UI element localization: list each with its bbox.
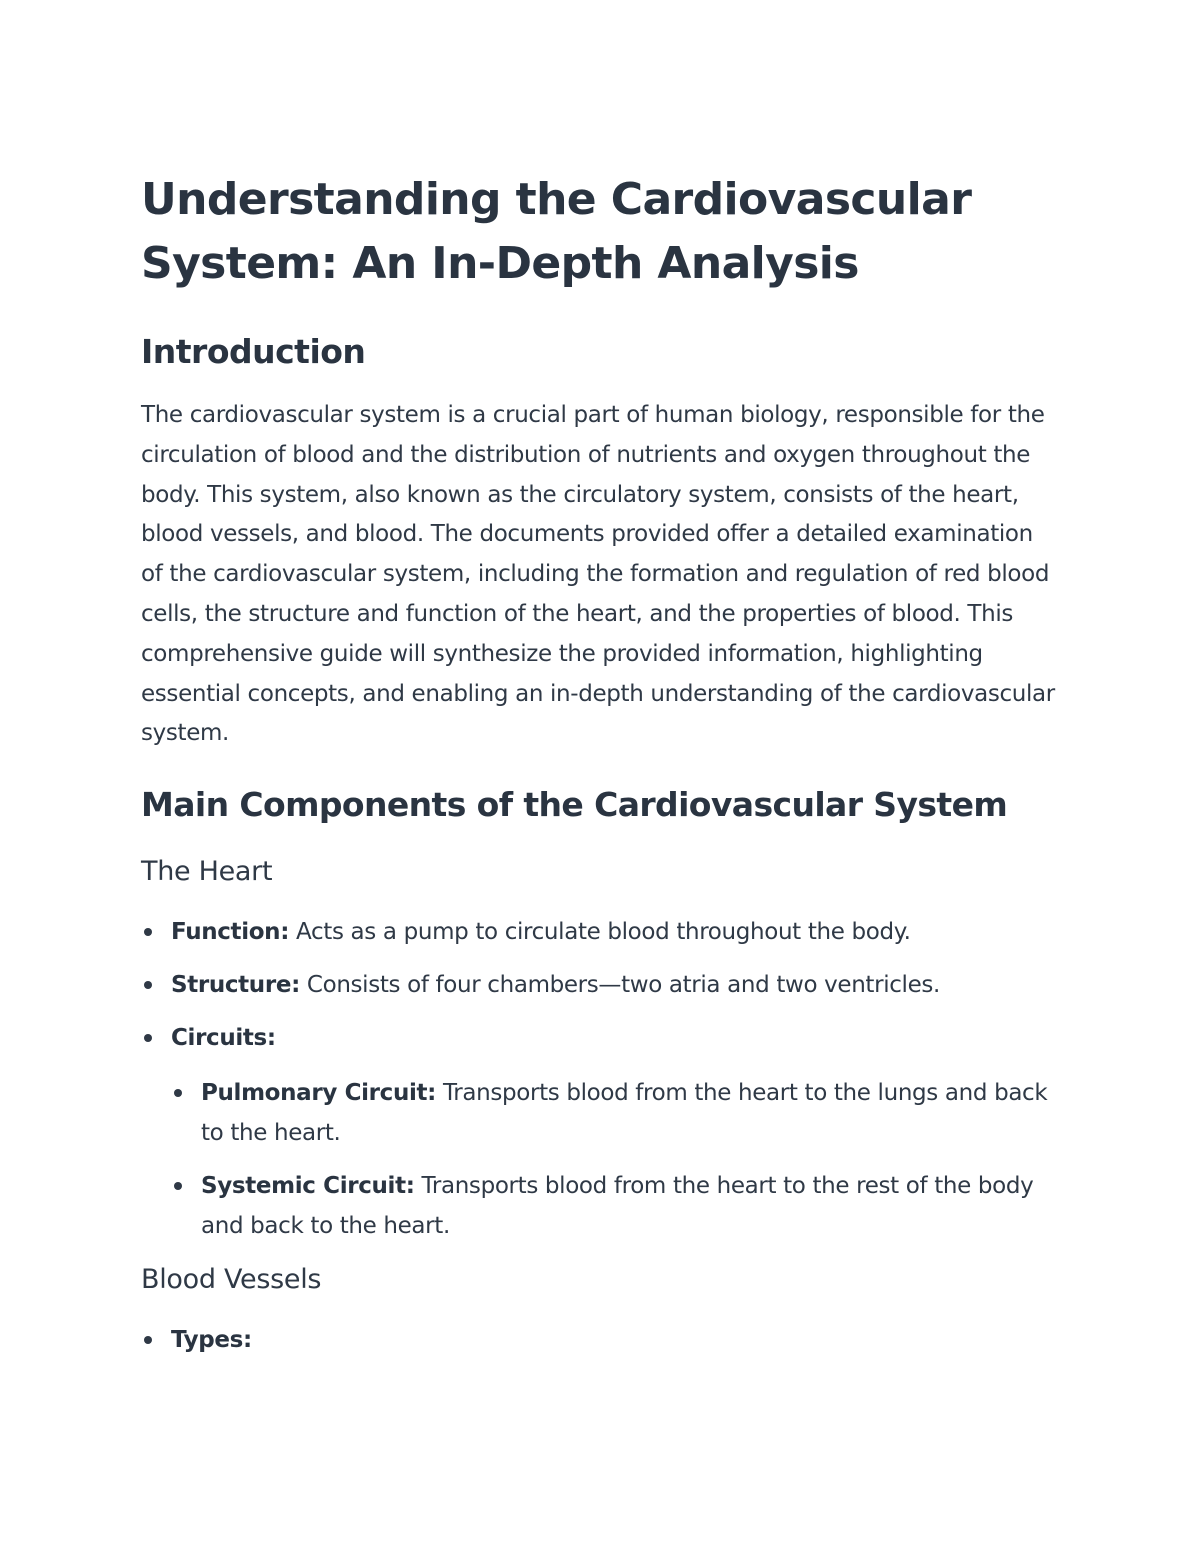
bullet-icon (174, 1182, 182, 1190)
main-components-heading: Main Components of the Cardiovascular System (141, 785, 1008, 825)
blood-vessels-list (141, 1320, 1061, 1360)
blood-vessels-heading: Blood Vessels (141, 1264, 322, 1296)
document-page (141, 168, 1061, 1360)
item-label: Circuits: (171, 1025, 276, 1052)
bullet-icon (144, 928, 152, 936)
bullet-icon (144, 1336, 152, 1344)
bullet-icon (144, 981, 152, 989)
item-text: Consists of four chambers—two atria and two ventricles. (299, 972, 940, 999)
heart-heading: The Heart (141, 856, 273, 888)
item-label: Pulmonary Circuit: (201, 1080, 437, 1107)
item-label: Systemic Circuit: (201, 1173, 415, 1200)
introduction-heading: Introduction (141, 332, 366, 371)
list-item-function (141, 912, 1061, 952)
circuits-sublist (171, 1073, 1061, 1246)
heart-list (141, 912, 1061, 1246)
introduction-paragraph: The cardiovascular system is a crucial part of human biology, responsible for the circulation of blood and the distribution of nutrients and oxygen throughout the body. This system, also known as the circulatory system, consists of the heart, blood vessels, and blood. The documents provided offer a detailed examination of the cardiovascular system, including the formation and regulation of red blood cells, the structure and function of the heart, and the properties of blood. This comprehensive guide will synthesize the provided information, highlighting essential concepts, and enabling an in-depth understanding of the cardiovascular system. (141, 402, 1055, 747)
item-label: Function: (171, 919, 290, 946)
item-label: Types: (171, 1327, 252, 1354)
bullet-icon (144, 1034, 152, 1042)
item-label: Structure: (171, 972, 300, 999)
list-item-structure (141, 965, 1061, 1005)
item-text: Transports blood from the heart to the rest of the body and back to the heart. (201, 1173, 1034, 1240)
list-item-types (141, 1320, 1061, 1360)
list-item-circuits (141, 1018, 1061, 1246)
item-text: Acts as a pump to circulate blood throughout the body. (289, 919, 911, 946)
document-title: Understanding the Cardiovascular System: An In-Depth Analysis (141, 174, 972, 289)
bullet-icon (174, 1089, 182, 1097)
item-text: Transports blood from the heart to the lungs and back to the heart. (201, 1080, 1048, 1147)
list-item-pulmonary-circuit (171, 1073, 1061, 1153)
list-item-systemic-circuit (171, 1166, 1061, 1246)
